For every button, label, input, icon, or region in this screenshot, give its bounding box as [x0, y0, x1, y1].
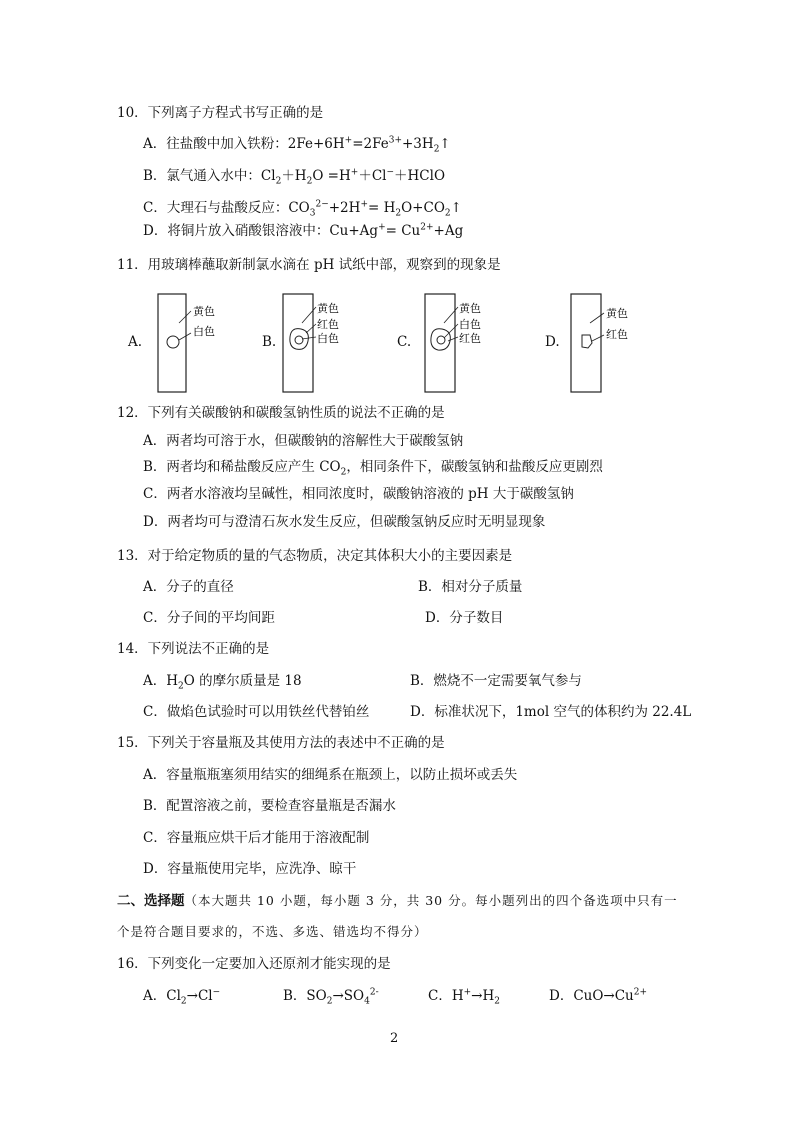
- q11-fig-c-label-1: 黄色: [459, 302, 481, 315]
- q14-option-d: D．标准状况下，1mol 空气的体积约为 22.4L: [410, 704, 692, 720]
- q12-option-c: C．两者水溶液均呈碱性，相同浓度时，碳酸钠溶液的 pH 大于碳酸氢钠: [143, 486, 574, 502]
- q13-option-c: C．分子间的平均间距: [143, 610, 275, 626]
- q16-stem: 16．下列变化一定要加入还原剂才能实现的是: [117, 956, 391, 972]
- q15-option-c: C．容量瓶应烘干后才能用于溶液配制: [143, 830, 370, 846]
- q11-stem: 11．用玻璃棒蘸取新制氯水滴在 pH 试纸中部，观察到的现象是: [117, 257, 501, 273]
- q10-stem: 10．下列离子方程式书写正确的是: [117, 105, 324, 121]
- q15-stem: 15．下列关于容量瓶及其使用方法的表述中不正确的是: [117, 735, 445, 751]
- q12-stem: 12．下列有关碳酸钠和碳酸氢钠性质的说法不正确的是: [117, 405, 445, 421]
- q12-option-b: B．两者均和稀盐酸反应产生 $CO_2$，相同条件下，碳酸氢钠和盐酸反应更剧烈: [143, 459, 603, 478]
- q11-fig-b-label-3: 白色: [317, 332, 339, 345]
- q10-option-b: B．氯气通入水中：$Cl_2+H_2O$ =H+＋Cl−＋HClO: [143, 167, 446, 187]
- q11-fig-c-label-3: 红色: [459, 332, 481, 345]
- q16-option-b: B．$SO_2\to SO_4^{2-}$: [283, 987, 379, 1007]
- q15-option-a: A．容量瓶瓶塞须用结实的细绳系在瓶颈上，以防止损坏或丢失: [143, 767, 518, 783]
- q14-option-c: C．做焰色试验时可以用铁丝代替铂丝: [143, 704, 370, 720]
- q11-fig-d-label-1: 黄色: [606, 307, 628, 320]
- q11-fig-c-label-2: 白色: [459, 318, 481, 331]
- q13-stem: 13．对于给定物质的量的气态物质，决定其体积大小的主要因素是: [117, 548, 513, 564]
- q11-fig-b-label-2: 红色: [317, 318, 339, 331]
- q11-fig-a-label-1: 黄色: [193, 305, 215, 318]
- section2-heading: 二、选择题（本大题共 10 小题，每小题 3 分，共 30 分。每小题列出的四个备选项中只有一: [117, 893, 678, 909]
- q12-option-d: D．两者均可与澄清石灰水发生反应，但碳酸氢钠反应时无明显现象: [143, 514, 546, 530]
- q11-fig-b-label-1: 黄色: [317, 302, 339, 315]
- q11-fig-d-letter: D.: [545, 334, 560, 350]
- section2-title: 二、选择题: [117, 893, 185, 909]
- q11-fig-a-letter: A.: [128, 334, 143, 350]
- section2-desc: 个是符合题目要求的，不选、多选、错选均不得分）: [117, 924, 428, 939]
- q15-option-d: D．容量瓶使用完毕，应洗净、晾干: [143, 861, 357, 877]
- q16-option-c: C．$H^+\to H_2$: [428, 987, 500, 1007]
- q11-figure-b: [282, 293, 362, 397]
- page-number: 2: [390, 1031, 399, 1046]
- q13-option-d: D．分子数目: [425, 610, 504, 626]
- q13-option-b: B．相对分子质量: [418, 579, 523, 595]
- q11-fig-c-letter: C.: [397, 334, 412, 350]
- q13-option-a: A．分子的直径: [143, 579, 234, 595]
- q11-figure-a: [157, 293, 227, 397]
- q11-fig-a-label-2: 白色: [193, 325, 215, 338]
- q16-option-a: A．$Cl_2\to Cl^-$: [143, 987, 221, 1007]
- q10-option-c: C．大理石与盐酸反应：$CO_3^{2-}+2H^+=$ $H_2O+CO_2↑$: [143, 199, 462, 219]
- q12-option-a: A．两者均可溶于水，但碳酸钠的溶解性大于碳酸氢钠: [143, 433, 464, 449]
- q14-stem: 14．下列说法不正确的是: [117, 641, 270, 657]
- q11-figure-c: [424, 293, 504, 397]
- q14-option-a: A．$H_2O$ 的摩尔质量是 18: [143, 673, 302, 692]
- q15-option-b: B．配置溶液之前，要检查容量瓶是否漏水: [143, 798, 396, 814]
- q11-fig-d-label-2: 红色: [606, 328, 628, 341]
- q14-option-b: B．燃烧不一定需要氧气参与: [410, 673, 582, 689]
- q10-option-a: A．往盐酸中加入铁粉：$2Fe+6H^+=2Fe^{3+}+3H_2↑$: [143, 135, 451, 155]
- q10-option-d: D．将铜片放入硝酸银溶液中：$Cu+Ag^+= Cu^{2+}+Ag$: [143, 222, 464, 239]
- q11-fig-b-letter: B.: [262, 334, 277, 350]
- q11-figure-d: [570, 291, 650, 397]
- q16-option-d: D．$CuO\to Cu^{2+}$: [549, 987, 648, 1004]
